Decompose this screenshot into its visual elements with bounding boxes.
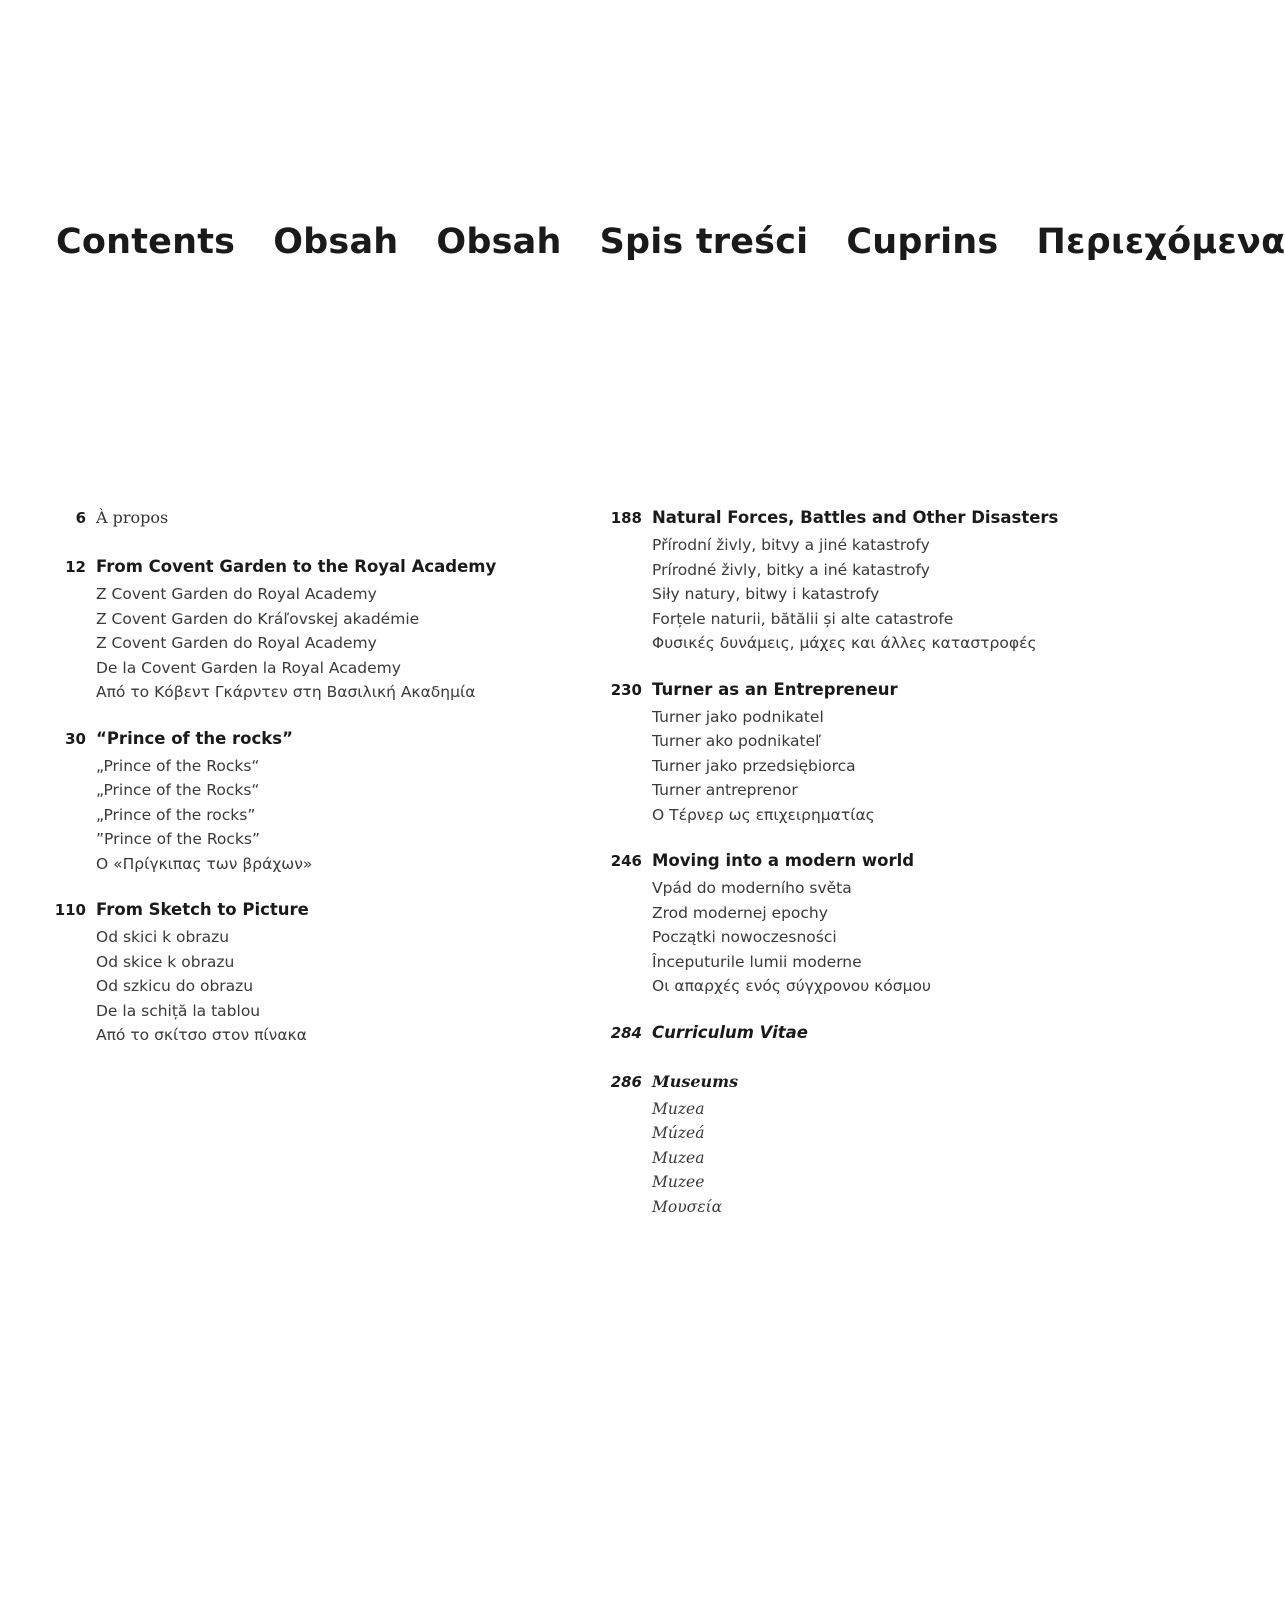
chapter-title: Museums: [652, 1071, 739, 1091]
title-polish: Spis treści: [599, 222, 809, 262]
toc-left-column: [50, 508, 570, 1072]
toc-entry-heading: [606, 680, 1206, 705]
translation-greek: Οι απαρχές ενός σύγχρονου κόσμου: [652, 977, 931, 995]
translation-czech: Od skici k obrazu: [96, 928, 230, 946]
translation-romanian: Începuturile lumii moderne: [652, 952, 862, 971]
translation-czech: Turner jako podnikatel: [652, 707, 824, 726]
title-greek: Περιεχόμενα: [1036, 222, 1285, 262]
translations-list: [606, 533, 1206, 656]
translation-greek: Ο Τέρνερ ως επιχειρηματίας: [652, 805, 875, 824]
translation-romanian: De la schiță la tablou: [96, 1001, 261, 1020]
page-number: 110: [54, 901, 86, 919]
chapter-title: From Sketch to Picture: [96, 900, 309, 919]
translation-romanian: ”Prince of the Rocks”: [96, 830, 260, 848]
translations-list: [606, 705, 1206, 828]
toc-entry-heading: [606, 851, 1206, 876]
translation-czech: Z Covent Garden do Royal Academy: [96, 585, 377, 603]
chapter-title: Curriculum Vitae: [652, 1022, 809, 1042]
translation-czech: Vpád do moderního světa: [652, 879, 852, 897]
title-slovak: Obsah: [436, 222, 562, 262]
translation-romanian: Muzee: [652, 1173, 705, 1191]
translation-czech: Muzea: [652, 1099, 705, 1118]
translation-romanian: Forțele naturii, bătălii și alte catastrofe: [652, 609, 954, 628]
toc-entry-natural-forces[interactable]: [606, 508, 1206, 656]
chapter-title: Natural Forces, Battles and Other Disasters: [652, 508, 1059, 527]
toc-entry-heading: [50, 729, 570, 754]
translation-slovak: Zrod modernej epochy: [652, 903, 828, 922]
page-number: 246: [610, 852, 642, 870]
toc-entry-heading: [606, 508, 1206, 533]
translation-slovak: „Prince of the Rocks“: [96, 781, 260, 799]
page-number: 230: [610, 680, 642, 699]
toc-entry-curriculum-vitae[interactable]: [606, 1023, 1206, 1048]
chapter-title: Moving into a modern world: [652, 851, 915, 870]
translation-czech: „Prince of the Rocks“: [96, 756, 260, 775]
title-czech: Obsah: [273, 222, 399, 262]
translations-list: [50, 754, 570, 877]
toc-entry-heading: [50, 900, 570, 925]
translation-romanian: De la Covent Garden la Royal Academy: [96, 658, 401, 677]
translation-polish: Muzea: [652, 1148, 705, 1167]
translation-greek: Μουσεία: [652, 1197, 723, 1216]
chapter-title: À propos: [96, 508, 169, 527]
chapter-title: From Covent Garden to the Royal Academy: [96, 557, 497, 576]
translation-polish: Od szkicu do obrazu: [96, 977, 254, 995]
chapter-title: “Prince of the rocks”: [96, 728, 293, 748]
page-number: 286: [610, 1072, 642, 1091]
toc-entry-sketch-to-picture[interactable]: [50, 900, 570, 1048]
page-number: 6: [75, 509, 86, 527]
toc-entry-covent-garden[interactable]: [50, 557, 570, 705]
toc-entry-modern-world[interactable]: [606, 851, 1206, 999]
translations-list: [50, 925, 570, 1048]
page-number: 188: [610, 509, 642, 527]
translation-polish: Z Covent Garden do Royal Academy: [96, 634, 377, 652]
translation-polish: Turner jako przedsiębiorca: [652, 756, 856, 775]
toc-entry-a-propos[interactable]: [50, 508, 570, 533]
translation-slovak: Turner ako podnikateľ: [652, 732, 821, 750]
contents-title-row: [56, 222, 1285, 262]
translation-greek: Από το σκίτσο στον πίνακα: [96, 1026, 307, 1044]
toc-entry-prince-of-the-rocks[interactable]: [50, 729, 570, 877]
toc-right-column: [606, 508, 1206, 1243]
toc-entry-heading: [606, 1023, 1206, 1048]
translation-greek: Από το Κόβεντ Γκάρντεν στη Βασιλική Ακαδημία: [96, 683, 476, 701]
translation-slovak: Od skice k obrazu: [96, 952, 235, 971]
toc-entry-museums[interactable]: [606, 1072, 1206, 1220]
translation-romanian: Turner antreprenor: [652, 781, 798, 799]
translation-polish: „Prince of the rocks”: [96, 805, 256, 824]
translation-greek: Ο «Πρίγκιπας των βράχων»: [96, 854, 313, 873]
translations-list: [50, 582, 570, 705]
translation-slovak: Z Covent Garden do Kráľovskej akadémie: [96, 609, 420, 628]
translation-slovak: Múzeá: [652, 1124, 705, 1142]
toc-entry-heading: [50, 557, 570, 582]
toc-entry-heading: [50, 508, 570, 533]
translations-list: [606, 876, 1206, 999]
page-number: 30: [65, 729, 86, 748]
page-number: 284: [610, 1023, 642, 1042]
translations-list: [606, 1097, 1206, 1220]
translation-polish: Siły natury, bitwy i katastrofy: [652, 585, 880, 603]
translation-greek: Φυσικές δυνάμεις, μάχες και άλλες καταστροφές: [652, 634, 1037, 652]
title-romanian: Cuprins: [846, 222, 999, 262]
chapter-title: Turner as an Entrepreneur: [652, 679, 898, 699]
translation-polish: Początki nowoczesności: [652, 928, 837, 946]
page-number: 12: [65, 558, 86, 576]
title-english: Contents: [56, 222, 236, 262]
toc-entry-entrepreneur[interactable]: [606, 680, 1206, 828]
toc-entry-heading: [606, 1072, 1206, 1097]
translation-slovak: Prírodné živly, bitky a iné katastrofy: [652, 560, 930, 579]
translation-czech: Přírodní živly, bitvy a jiné katastrofy: [652, 536, 930, 554]
